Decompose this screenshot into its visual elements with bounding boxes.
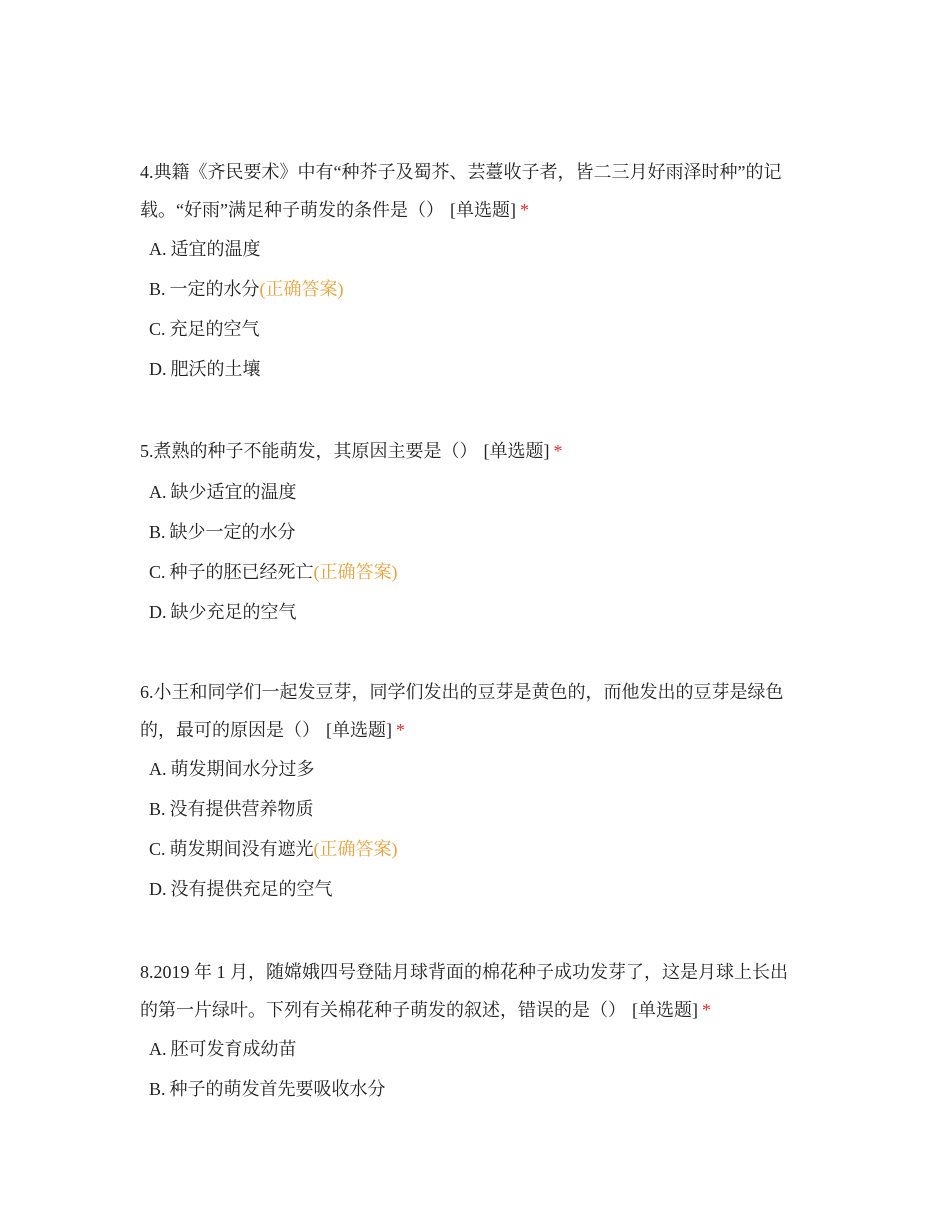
question-stem-line-1: 6.小王和同学们一起发豆芽，同学们发出的豆芽是黄色的，而他发出的豆芽是绿色 xyxy=(140,682,784,702)
question-stem xyxy=(140,432,812,470)
option-d[interactable] xyxy=(140,349,812,389)
required-mark: * xyxy=(396,720,405,740)
question-stem-line-1: 5.煮熟的种子不能萌发，其原因主要是（） xyxy=(140,441,478,461)
correct-answer-tag: (正确答案) xyxy=(259,279,344,299)
question-type: [单选题] xyxy=(326,720,392,740)
option-letter: D. xyxy=(149,602,167,622)
option-letter: C. xyxy=(149,319,166,339)
option-a[interactable] xyxy=(140,472,812,512)
question-type: [单选题] xyxy=(449,200,516,220)
option-b[interactable] xyxy=(140,512,812,552)
option-text: 适宜的温度 xyxy=(170,239,261,259)
question-type: [单选题] xyxy=(632,1000,698,1020)
option-text: 缺少充足的空气 xyxy=(170,602,297,622)
option-b[interactable] xyxy=(140,1069,812,1109)
question-type: [单选题] xyxy=(483,441,550,461)
option-letter: B. xyxy=(149,279,166,299)
option-text: 没有提供充足的空气 xyxy=(170,879,333,899)
correct-answer-tag: (正确答案) xyxy=(313,839,398,859)
required-mark: * xyxy=(702,1000,711,1020)
option-letter: B. xyxy=(149,1079,166,1099)
option-text: 种子的胚已经死亡 xyxy=(169,562,314,582)
option-letter: A. xyxy=(149,759,167,779)
option-letter: A. xyxy=(149,1039,167,1059)
option-text: 没有提供营养物质 xyxy=(169,799,314,819)
option-d[interactable] xyxy=(140,592,812,632)
option-text: 种子的萌发首先要吸收水分 xyxy=(169,1079,386,1099)
option-text: 缺少一定的水分 xyxy=(169,522,296,542)
option-c[interactable] xyxy=(140,829,812,869)
option-b[interactable] xyxy=(140,269,812,309)
option-letter: C. xyxy=(149,839,166,859)
question-stem xyxy=(140,953,812,1029)
option-a[interactable] xyxy=(140,229,812,269)
question-6 xyxy=(140,673,812,909)
required-mark: * xyxy=(553,441,563,461)
question-stem xyxy=(140,673,812,749)
required-mark: * xyxy=(519,200,529,220)
option-letter: B. xyxy=(149,522,166,542)
question-stem xyxy=(140,153,812,229)
question-stem-line-1: 4.典籍《齐民要术》中有“种芥子及蜀芥、芸薹收子者，皆二三月好雨泽时种”的记 xyxy=(140,162,782,182)
option-letter: B. xyxy=(149,799,166,819)
option-letter: D. xyxy=(149,879,167,899)
option-list xyxy=(140,749,812,909)
option-c[interactable] xyxy=(140,552,812,592)
question-5 xyxy=(140,432,812,632)
option-letter: A. xyxy=(149,239,167,259)
option-list xyxy=(140,1029,812,1109)
option-d[interactable] xyxy=(140,869,812,909)
option-a[interactable] xyxy=(140,1029,812,1069)
option-a[interactable] xyxy=(140,749,812,789)
option-text: 充足的空气 xyxy=(169,319,260,339)
option-text: 一定的水分 xyxy=(169,279,260,299)
option-list xyxy=(140,229,812,389)
correct-answer-tag: (正确答案) xyxy=(313,562,398,582)
option-letter: A. xyxy=(149,482,167,502)
option-letter: C. xyxy=(149,562,166,582)
option-text: 萌发期间水分过多 xyxy=(170,759,315,779)
option-b[interactable] xyxy=(140,789,812,829)
option-text: 胚可发育成幼苗 xyxy=(170,1039,297,1059)
option-c[interactable] xyxy=(140,309,812,349)
option-text: 肥沃的土壤 xyxy=(170,359,261,379)
question-8 xyxy=(140,953,812,1109)
option-letter: D. xyxy=(149,359,167,379)
question-stem-line-2: 载。“好雨”满足种子萌发的条件是（） xyxy=(140,200,444,220)
question-stem-line-1: 8.2019 年 1 月，随嫦娥四号登陆月球背面的棉花种子成功发芽了，这是月球上长出 xyxy=(140,962,788,982)
question-4 xyxy=(140,153,812,389)
option-text: 缺少适宜的温度 xyxy=(170,482,297,502)
question-stem-line-2: 的第一片绿叶。下列有关棉花种子萌发的叙述，错误的是（） xyxy=(140,1000,626,1020)
question-stem-line-2: 的，最可的原因是（） xyxy=(140,720,320,740)
option-text: 萌发期间没有遮光 xyxy=(169,839,314,859)
option-list xyxy=(140,472,812,632)
